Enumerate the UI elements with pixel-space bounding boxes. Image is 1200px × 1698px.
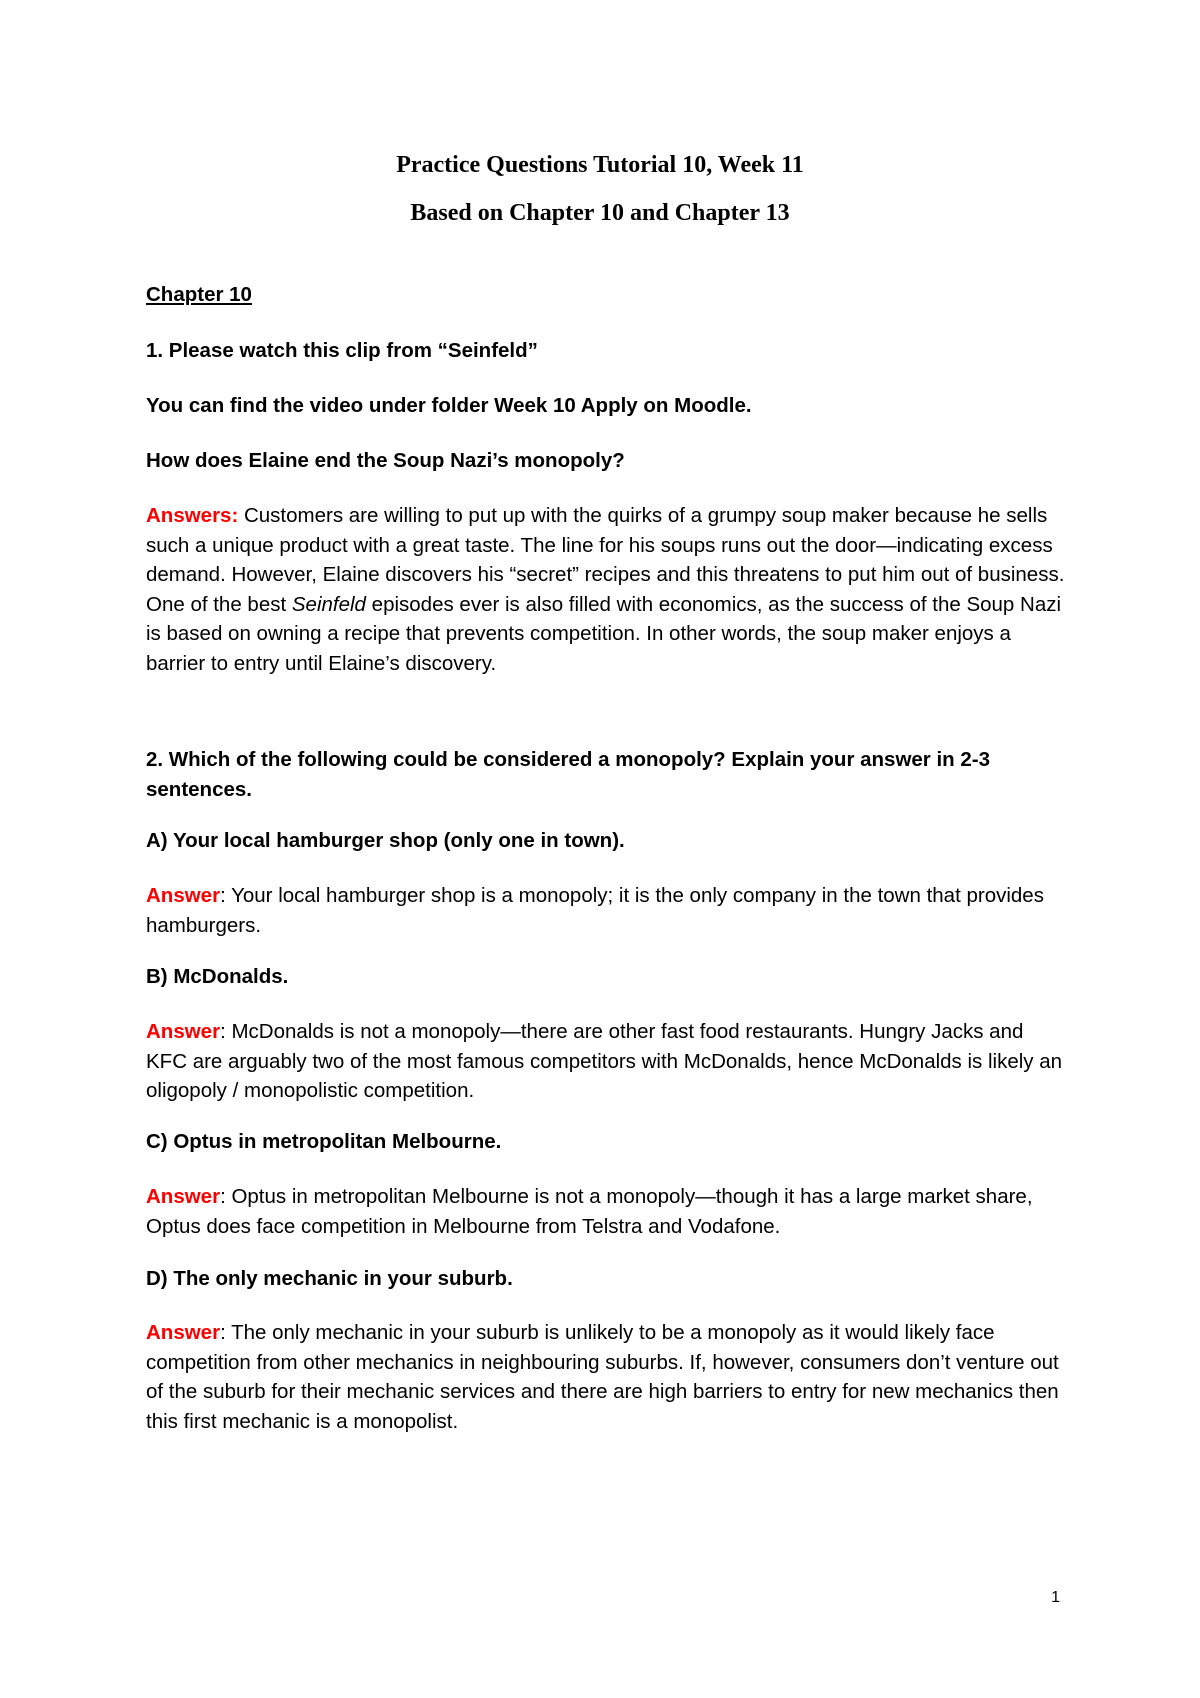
document-subtitle: Based on Chapter 10 and Chapter 13 <box>410 200 790 226</box>
q1-question: 1. Please watch this clip from “Seinfeld” <box>146 339 538 362</box>
q2-answer-a <box>146 881 1066 940</box>
q2-answer-d <box>146 1318 1066 1436</box>
answer-label: Answer <box>146 1321 221 1344</box>
q2-answer-c <box>146 1182 1066 1241</box>
q1-answer-italic: Seinfeld <box>291 592 366 616</box>
chapter-heading: Chapter 10 <box>146 283 252 306</box>
answer-label: Answer <box>146 1020 221 1043</box>
q2-answer-b <box>146 1017 1066 1106</box>
q2-answer-b-text: : McDonalds is not a monopoly—there are other fast food restaurants. Hungry Jacks and KFC are arguably two of the most famous competitors with McDonalds, hence McDonalds is likely an oligopoly / monopolistic competition. <box>146 1020 1063 1102</box>
q2-option-d: D) The only mechanic in your suburb. <box>146 1267 513 1290</box>
q1-prompt: How does Elaine end the Soup Nazi’s monopoly? <box>146 449 625 472</box>
q1-answer <box>146 501 1066 678</box>
q2-option-b: B) McDonalds. <box>146 965 289 988</box>
q1-note: You can find the video under folder Week 10 Apply on Moodle. <box>146 394 752 417</box>
q2-answer-d-text: : The only mechanic in your suburb is unlikely to be a monopoly as it would likely face competition from other mechanics in neighbouring suburbs. If, however, consumers don’t venture out of the suburb for their mechanic services and there are high barriers to entry for new mechanics then this first mechanic is a monopolist. <box>146 1321 1059 1433</box>
answer-label: Answer <box>146 1185 221 1208</box>
q1-answer-text-1: Customers are willing to put up with the quirks of a grumpy soup maker because he sells such a unique product with a great taste. The line for his soups runs out the door—indicating excess demand. However, Elaine discovers his “secret” recipes and this threatens to put him out of business. One of the best <box>146 504 1065 616</box>
answer-label: Answer <box>146 884 221 907</box>
document-title: Practice Questions Tutorial 10, Week 11 <box>396 152 804 178</box>
answer-label: Answers: <box>146 504 239 527</box>
q2-question: 2. Which of the following could be considered a monopoly? Explain your answer in 2-3 sentences. <box>146 748 991 801</box>
q2-answer-c-text: : Optus in metropolitan Melbourne is not a monopoly—though it has a large market share, Optus does face competition in Melbourne from Telstra and Vodafone. <box>146 1185 1033 1238</box>
page-number: 1 <box>1051 1589 1060 1606</box>
q2-answer-a-text: : Your local hamburger shop is a monopoly; it is the only company in the town that provides hamburgers. <box>146 884 1044 937</box>
q1-answer-text-2: episodes ever is also filled with economics, as the success of the Soup Nazi is based on owning a recipe that prevents competition. In other words, the soup maker enjoys a barrier to entry until Elaine’s discovery. <box>146 592 1062 675</box>
q2-option-c: C) Optus in metropolitan Melbourne. <box>146 1130 502 1153</box>
q2-option-a: A) Your local hamburger shop (only one in town). <box>146 829 625 852</box>
